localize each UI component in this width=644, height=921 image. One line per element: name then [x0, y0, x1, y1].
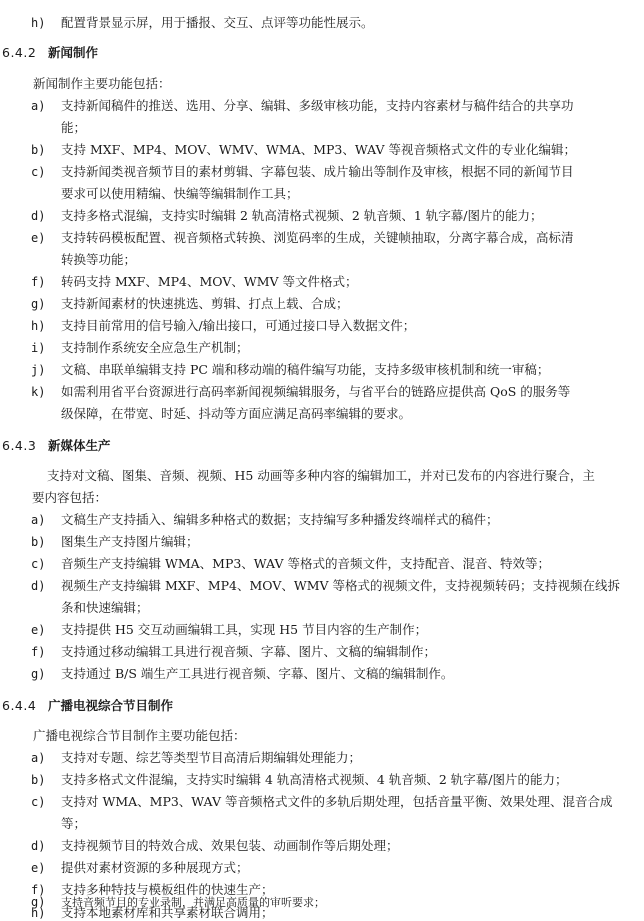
list-item-text: 支持提供 H5 交互动画编辑工具，实现 H5 节目内容的生产制作； [61, 622, 428, 637]
list-marker: f) [31, 275, 46, 289]
list-marker: d) [31, 209, 46, 223]
list-item-text: 支持新闻稿件的推送、选用、分享、编辑、多级审核功能，支持内容素材与稿件结合的共享功 [61, 98, 574, 113]
list-item-text: 支持音频节目的专业录制，并满足高质量的审听要求； [61, 896, 325, 909]
list-item-text: 如需利用省平台资源进行高码率新闻视频编辑服务，与省平台的链路应提供高 QoS 的服务等 [61, 384, 571, 399]
list-item-text: 支持对专题、综艺等类型节目高清后期编辑处理能力； [61, 750, 362, 765]
list-marker: c) [31, 557, 46, 571]
list-item-text-cont: 条和快速编辑； [61, 600, 149, 615]
list-item-text: 支持多格式混编，支持实时编辑 2 轨高清格式视频、2 轨音频、1 轨字幕/图片的能力； [61, 208, 543, 223]
list-item-text: 支持多格式文件混编，支持实时编辑 4 轨高清格式视频、4 轨音频、2 轨字幕/图片的能力； [61, 772, 568, 787]
list-item-text-cont: 要求可以使用精编、快编等编辑制作工具； [61, 186, 299, 201]
list-marker: f) [31, 883, 46, 897]
list-marker: h) [31, 319, 46, 333]
list-item-text: 支持转码模板配置、视音频格式转换、浏览码率的生成，关键帧抽取，分离字幕合成，高标清 [61, 230, 574, 245]
list-marker: d) [31, 579, 46, 593]
list-item-text: 音频生产支持编辑 WMA、MP3、WAV 等格式的音频文件，支持配音、混音、特效等； [61, 556, 550, 571]
list-item-text: 支持本地素材库和共享素材联合调用； [61, 905, 274, 920]
list-item-text: 支持 MXF、MP4、MOV、WMV、WMA、MP3、WAV 等视音频格式文件的专业化编辑； [61, 142, 577, 157]
list-marker: j) [31, 363, 46, 377]
list-marker: c) [31, 165, 46, 179]
section-intro: 支持对文稿、图集、音频、视频、H5 动画等多种内容的编辑加工，并对已发布的内容进行聚合，主 [47, 468, 595, 483]
section-number: 6.4.2 [2, 45, 37, 60]
list-marker: g) [31, 667, 46, 681]
section-heading-6-4-2 [2, 45, 98, 61]
list-marker: e) [31, 861, 46, 875]
list-item-text-cont: 转换等功能； [61, 252, 137, 267]
list-item-text: 文稿生产支持插入、编辑多种格式的数据；支持编写多种播发终端样式的稿件； [61, 512, 499, 527]
section-title: 广播电视综合节目制作 [48, 698, 174, 713]
list-item-text: 配置背景显示屏，用于播报、交互、点评等功能性展示。 [61, 15, 374, 30]
section-intro-cont: 要内容包括： [32, 490, 108, 505]
list-item-text: 视频生产支持编辑 MXF、MP4、MOV、WMV 等格式的视频文件，支持视频转码；支持视频在线拆 [61, 578, 621, 593]
list-item-text: 提供对素材资源的多种展现方式； [61, 860, 249, 875]
section-intro: 广播电视综合节目制作主要功能包括： [33, 728, 246, 743]
list-marker: k) [31, 385, 46, 399]
section-title: 新媒体生产 [48, 438, 111, 453]
section-heading-6-4-4 [2, 698, 173, 714]
list-item-text: 图集生产支持图片编辑； [61, 534, 199, 549]
list-marker: d) [31, 839, 46, 853]
list-item-text: 支持新闻类视音频节目的素材剪辑、字幕包装、成片输出等制作及审核，根据不同的新闻节目 [61, 164, 574, 179]
section-intro: 新闻制作主要功能包括： [33, 76, 171, 91]
list-item-text: 支持对 WMA、MP3、WAV 等音频格式文件的多轨后期处理，包括音量平衡、效果处理、混音合成 [61, 794, 613, 809]
list-marker: b) [31, 773, 46, 787]
list-marker: g) [31, 895, 46, 909]
list-item-text: 支持通过 B/S 端生产工具进行视音频、字幕、图片、文稿的编辑制作。 [61, 666, 454, 681]
list-marker: a) [31, 99, 46, 113]
list-item-text-cont: 级保障，在带宽、时延、抖动等方面应满足高码率编辑的要求。 [61, 406, 412, 421]
list-marker: e) [31, 231, 46, 245]
list-marker: c) [31, 795, 46, 809]
section-number: 6.4.3 [2, 438, 37, 453]
list-marker: g) [31, 297, 46, 311]
section-heading-6-4-3 [2, 438, 111, 454]
list-marker: a) [31, 513, 46, 527]
list-item-text: 文稿、串联单编辑支持 PC 端和移动端的稿件编写功能，支持多级审核机制和统一审稿； [61, 362, 550, 377]
list-item-text-cont: 能； [61, 120, 87, 135]
list-item-text-cont: 等； [61, 816, 87, 831]
list-marker: i) [31, 341, 46, 355]
section-number: 6.4.4 [2, 698, 37, 713]
list-item-text: 支持通过移动编辑工具进行视音频、字幕、图片、文稿的编辑制作； [61, 644, 437, 659]
list-marker: e) [31, 623, 46, 637]
list-item-text: 支持目前常用的信号输入/输出接口，可通过接口导入数据文件； [61, 318, 416, 333]
list-item-text: 支持视频节目的特效合成、效果包装、动画制作等后期处理； [61, 838, 399, 853]
list-item-text: 转码支持 MXF、MP4、MOV、WMV 等文件格式； [61, 274, 358, 289]
list-item-text: 支持制作系统安全应急生产机制； [61, 340, 249, 355]
list-marker: b) [31, 143, 46, 157]
list-marker: h) [31, 16, 46, 30]
list-item-text: 支持多种特技与模板组件的快速生产； [61, 882, 274, 897]
section-title: 新闻制作 [48, 45, 99, 60]
list-marker: f) [31, 645, 46, 659]
list-marker: a) [31, 751, 46, 765]
list-marker: b) [31, 535, 46, 549]
list-item-text: 支持新闻素材的快速挑选、剪辑、打点上载、合成； [61, 296, 349, 311]
list-marker: h) [31, 906, 46, 920]
